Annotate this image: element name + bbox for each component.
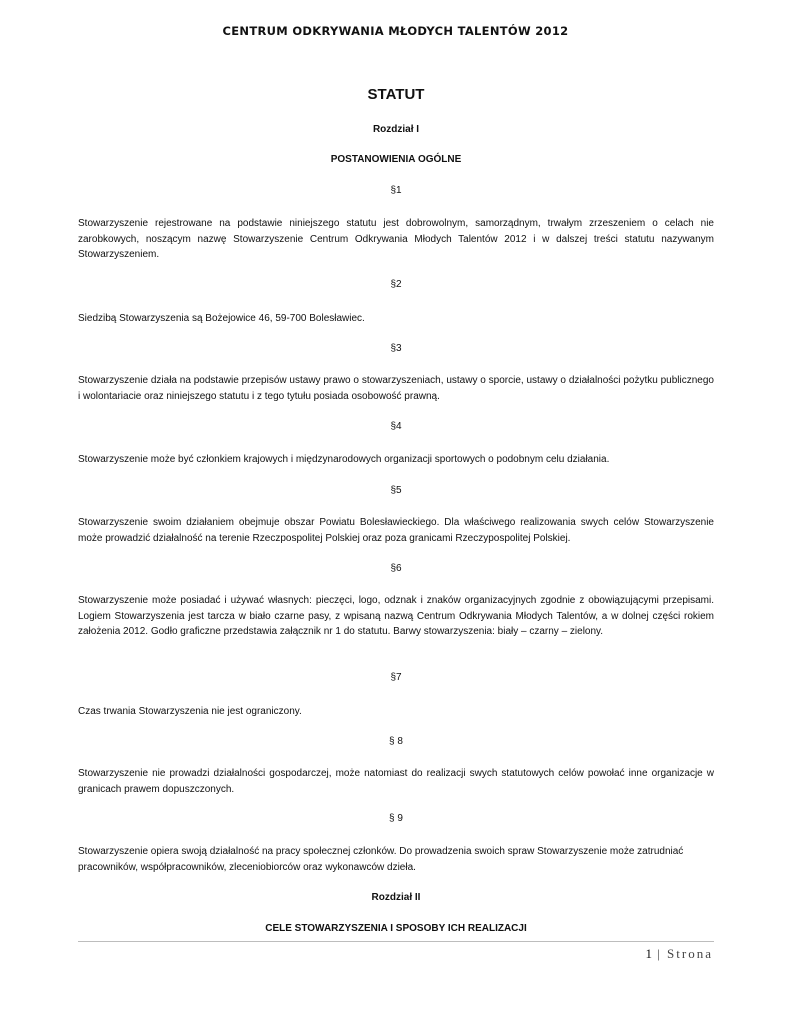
section-mark-4: §4 xyxy=(390,421,402,432)
section-text-1: Stowarzyszenie rejestrowane na podstawie niniejszego statutu jest dobrowolnym, samorządnym, trwałym zrzeszeniem o celach nie zarobkowych, noszącym nazwę Stowarzyszenie Centrum Odkrywania Młodych Talentów 2012 i w dalszej treści statutu nazywanym Stowarzyszeniem. xyxy=(78,218,714,260)
document-title: STATUT xyxy=(367,86,425,103)
footer-divider xyxy=(78,941,714,942)
section-mark-2: §2 xyxy=(390,279,402,290)
section-mark-9: § 9 xyxy=(389,813,403,824)
page-word: Strona xyxy=(667,946,713,961)
section-mark-8: § 8 xyxy=(389,736,403,747)
section-text-4: Stowarzyszenie może być członkiem krajowych i międzynarodowych organizacji sportowych o podobnym celu działania. xyxy=(78,454,610,465)
section-text-3: Stowarzyszenie działa na podstawie przepisów ustawy prawo o stowarzyszeniach, ustawy o sporcie, ustawy o działalności pożytku publicznego i wolontariacie oraz niniejszego statutu i z tego tytułu posiada osobowość prawną. xyxy=(78,375,714,402)
section-mark-1: §1 xyxy=(390,185,402,196)
section-text-8: Stowarzyszenie nie prowadzi działalności gospodarczej, może natomiast do realizacji swych statutowych celów powołać inne organizacje w granicach prawem dopuszczonych. xyxy=(78,768,714,795)
page-header: CENTRUM ODKRYWANIA MŁODYCH TALENTÓW 2012 xyxy=(222,24,569,38)
chapter-1-label: Rozdział I xyxy=(372,124,420,135)
section-text-7: Czas trwania Stowarzyszenia nie jest ograniczony. xyxy=(78,706,302,717)
chapter-2-heading: CELE STOWARZYSZENIA I SPOSOBY ICH REALIZACJI xyxy=(265,923,527,934)
page-footer xyxy=(645,946,713,962)
section-mark-7: §7 xyxy=(390,672,402,683)
page-separator: | xyxy=(657,946,662,961)
section-mark-6: §6 xyxy=(390,563,402,574)
section-mark-3: §3 xyxy=(390,343,402,354)
section-text-2: Siedzibą Stowarzyszenia są Bożejowice 46, 59-700 Bolesławiec. xyxy=(78,313,365,324)
page-number: 1 xyxy=(645,946,652,961)
chapter-1-heading: POSTANOWIENIA OGÓLNE xyxy=(330,154,462,165)
section-text-9: Stowarzyszenie opiera swoją działalność na pracy społecznej członków. Do prowadzenia swoich spraw Stowarzyszenie może zatrudniać pracowników, współpracowników, zleceniobiorców oraz wykonawców dzieła. xyxy=(78,846,684,873)
section-text-5: Stowarzyszenie swoim działaniem obejmuje obszar Powiatu Bolesławieckiego. Dla właściwego realizowania swych celów Stowarzyszenie może prowadzić działalność na terenie Rzeczpospolitej Polskiej oraz poza granicami Rzeczypospolitej Polskiej. xyxy=(78,517,714,544)
section-text-6: Stowarzyszenie może posiadać i używać własnych: pieczęci, logo, odznak i znaków organizacyjnych zgodnie z obowiązującymi przepisami. Logiem Stowarzyszenia jest tarcza w biało czarne pasy, z wpisaną nazwą Centrum Odkrywania Młodych Talentów, a w dolnej części rokiem założenia 2012. Godło graficzne przedstawia załącznik nr 1 do statutu. Barwy stowarzyszenia: biały – czarny – zielony. xyxy=(78,595,714,637)
section-mark-5: §5 xyxy=(390,485,402,496)
chapter-2-label: Rozdział II xyxy=(371,892,421,903)
